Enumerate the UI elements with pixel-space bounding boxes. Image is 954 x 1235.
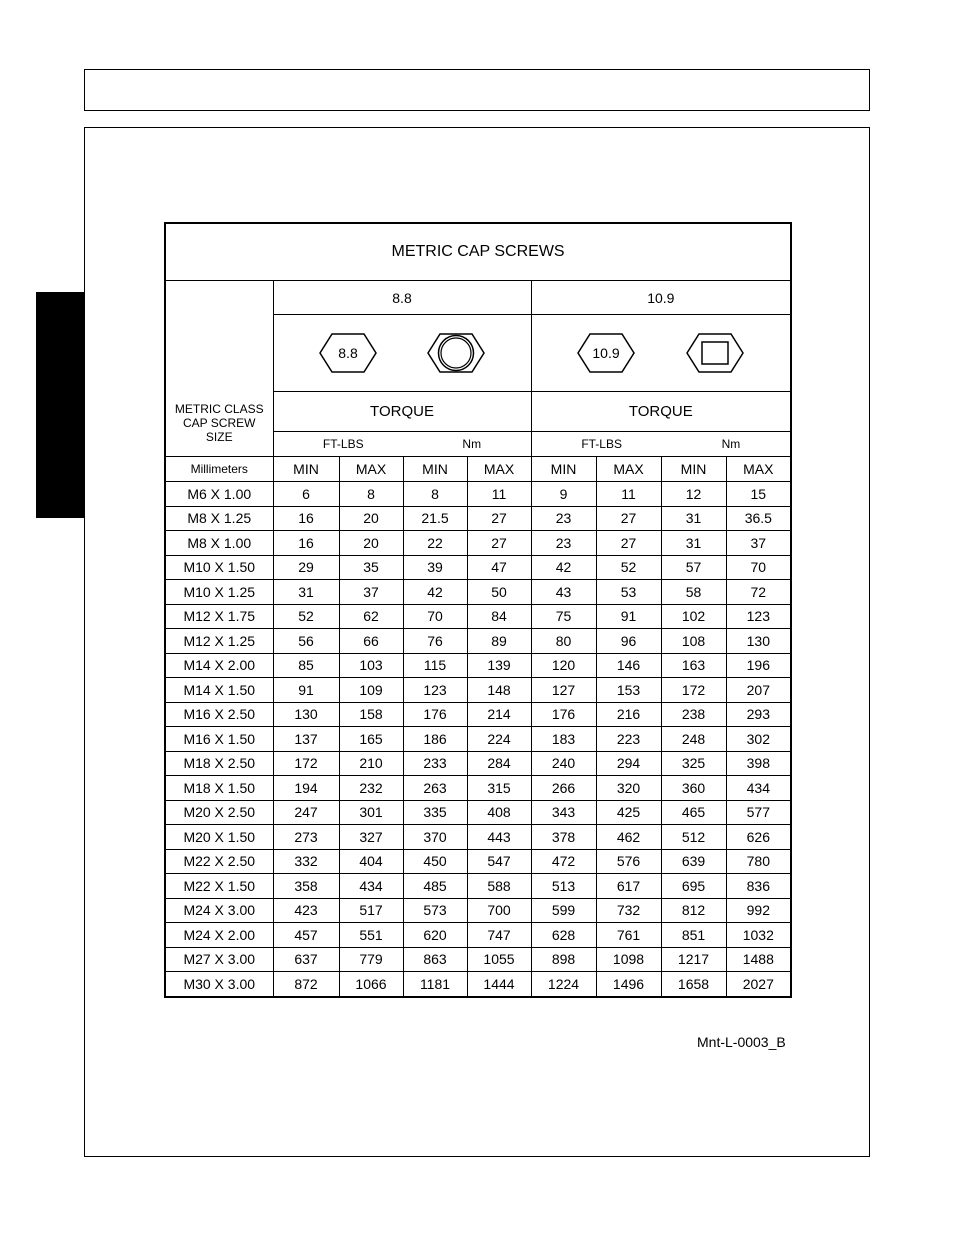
torque-value-cell: 85 <box>273 653 339 678</box>
torque-value-cell: 863 <box>403 947 467 972</box>
torque-value-cell: 637 <box>273 947 339 972</box>
torque-value-cell: 551 <box>339 923 403 948</box>
torque-value-cell: 443 <box>467 825 531 850</box>
torque-value-cell: 1181 <box>403 972 467 997</box>
torque-value-cell: 294 <box>596 751 661 776</box>
torque-value-cell: 153 <box>596 678 661 703</box>
torque-value-cell: 176 <box>531 702 596 727</box>
torque-value-cell: 23 <box>531 531 596 556</box>
units-8-8 <box>273 432 531 457</box>
table-row <box>165 800 791 825</box>
torque-value-cell: 20 <box>339 506 403 531</box>
unit-ft-lbs: FT-LBS <box>322 437 364 451</box>
torque-value-cell: 695 <box>661 874 726 899</box>
torque-value-cell: 16 <box>273 531 339 556</box>
screw-size-cell: M10 X 1.50 <box>165 555 273 580</box>
torque-value-cell: 57 <box>661 555 726 580</box>
torque-value-cell: 462 <box>596 825 661 850</box>
torque-value-cell: 872 <box>273 972 339 997</box>
torque-value-cell: 620 <box>403 923 467 948</box>
torque-value-cell: 11 <box>467 482 531 507</box>
torque-value-cell: 21.5 <box>403 506 467 531</box>
torque-value-cell: 11 <box>596 482 661 507</box>
torque-value-cell: 408 <box>467 800 531 825</box>
torque-value-cell: 457 <box>273 923 339 948</box>
screw-size-cell: M14 X 1.50 <box>165 678 273 703</box>
torque-value-cell: 450 <box>403 849 467 874</box>
screw-size-cell: M10 X 1.25 <box>165 580 273 605</box>
torque-value-cell: 513 <box>531 874 596 899</box>
screw-size-cell: M16 X 1.50 <box>165 727 273 752</box>
torque-value-cell: 9 <box>531 482 596 507</box>
torque-value-cell: 1224 <box>531 972 596 997</box>
torque-value-cell: 425 <box>596 800 661 825</box>
screw-size-cell: M6 X 1.00 <box>165 482 273 507</box>
torque-value-cell: 130 <box>726 629 791 654</box>
torque-value-cell: 56 <box>273 629 339 654</box>
torque-value-cell: 1488 <box>726 947 791 972</box>
torque-value-cell: 123 <box>726 604 791 629</box>
torque-value-cell: 127 <box>531 678 596 703</box>
torque-value-cell: 139 <box>467 653 531 678</box>
hex-nut-round-icon <box>426 331 486 375</box>
torque-value-cell: 747 <box>467 923 531 948</box>
torque-value-cell: 12 <box>661 482 726 507</box>
torque-value-cell: 186 <box>403 727 467 752</box>
torque-value-cell: 273 <box>273 825 339 850</box>
torque-value-cell: 123 <box>403 678 467 703</box>
torque-value-cell: 2027 <box>726 972 791 997</box>
torque-value-cell: 247 <box>273 800 339 825</box>
torque-value-cell: 263 <box>403 776 467 801</box>
table-row <box>165 947 791 972</box>
table-row <box>165 923 791 948</box>
unit-nm: Nm <box>462 437 482 451</box>
torque-value-cell: 700 <box>467 898 531 923</box>
torque-value-cell: 423 <box>273 898 339 923</box>
torque-value-cell: 31 <box>273 580 339 605</box>
units-10-9 <box>531 432 791 457</box>
grade-10-9-label: 10.9 <box>531 281 791 315</box>
torque-value-cell: 1217 <box>661 947 726 972</box>
torque-value-cell: 96 <box>596 629 661 654</box>
torque-value-cell: 148 <box>467 678 531 703</box>
table-row <box>165 776 791 801</box>
torque-label-8-8: TORQUE <box>273 392 531 432</box>
screw-size-cell: M8 X 1.00 <box>165 531 273 556</box>
torque-value-cell: 27 <box>467 506 531 531</box>
table-row <box>165 629 791 654</box>
torque-value-cell: 512 <box>661 825 726 850</box>
torque-value-cell: 573 <box>403 898 467 923</box>
table-body <box>165 482 791 997</box>
torque-value-cell: 761 <box>596 923 661 948</box>
torque-value-cell: 23 <box>531 506 596 531</box>
table-row <box>165 506 791 531</box>
screw-size-cell: M24 X 2.00 <box>165 923 273 948</box>
torque-value-cell: 1055 <box>467 947 531 972</box>
torque-value-cell: 517 <box>339 898 403 923</box>
torque-value-cell: 485 <box>403 874 467 899</box>
screw-size-cell: M30 X 3.00 <box>165 972 273 997</box>
torque-value-cell: 1098 <box>596 947 661 972</box>
torque-value-cell: 851 <box>661 923 726 948</box>
table-row <box>165 972 791 997</box>
torque-value-cell: 238 <box>661 702 726 727</box>
torque-value-cell: 223 <box>596 727 661 752</box>
torque-value-cell: 120 <box>531 653 596 678</box>
screw-size-cell: M18 X 1.50 <box>165 776 273 801</box>
torque-value-cell: 70 <box>726 555 791 580</box>
torque-value-cell: 50 <box>467 580 531 605</box>
torque-value-cell: 47 <box>467 555 531 580</box>
screw-size-cell: M22 X 2.50 <box>165 849 273 874</box>
torque-value-cell: 1658 <box>661 972 726 997</box>
torque-value-cell: 992 <box>726 898 791 923</box>
torque-value-cell: 29 <box>273 555 339 580</box>
torque-value-cell: 183 <box>531 727 596 752</box>
torque-value-cell: 89 <box>467 629 531 654</box>
column-header: MAX <box>596 457 661 482</box>
torque-value-cell: 836 <box>726 874 791 899</box>
page-header-box <box>84 69 870 111</box>
table-row <box>165 825 791 850</box>
torque-value-cell: 76 <box>403 629 467 654</box>
torque-value-cell: 115 <box>403 653 467 678</box>
screw-size-cell: M24 X 3.00 <box>165 898 273 923</box>
torque-value-cell: 42 <box>531 555 596 580</box>
column-header: MIN <box>661 457 726 482</box>
torque-value-cell: 465 <box>661 800 726 825</box>
torque-value-cell: 53 <box>596 580 661 605</box>
torque-value-cell: 15 <box>726 482 791 507</box>
table-row <box>165 580 791 605</box>
column-header: MAX <box>726 457 791 482</box>
torque-value-cell: 214 <box>467 702 531 727</box>
torque-value-cell: 434 <box>339 874 403 899</box>
grade-8-8-icons <box>273 315 531 392</box>
torque-value-cell: 1066 <box>339 972 403 997</box>
torque-value-cell: 20 <box>339 531 403 556</box>
torque-value-cell: 335 <box>403 800 467 825</box>
torque-value-cell: 35 <box>339 555 403 580</box>
torque-value-cell: 80 <box>531 629 596 654</box>
torque-value-cell: 293 <box>726 702 791 727</box>
torque-label-10-9: TORQUE <box>531 392 791 432</box>
torque-value-cell: 37 <box>726 531 791 556</box>
column-header: MIN <box>273 457 339 482</box>
torque-value-cell: 599 <box>531 898 596 923</box>
torque-value-cell: 196 <box>726 653 791 678</box>
table-row <box>165 482 791 507</box>
torque-value-cell: 732 <box>596 898 661 923</box>
torque-value-cell: 146 <box>596 653 661 678</box>
torque-value-cell: 343 <box>531 800 596 825</box>
torque-value-cell: 52 <box>596 555 661 580</box>
torque-value-cell: 130 <box>273 702 339 727</box>
torque-value-cell: 108 <box>661 629 726 654</box>
torque-value-cell: 224 <box>467 727 531 752</box>
table-row <box>165 702 791 727</box>
torque-value-cell: 43 <box>531 580 596 605</box>
hex-head-8-8-icon <box>318 331 378 375</box>
unit-ft-lbs: FT-LBS <box>581 437 622 451</box>
torque-value-cell: 315 <box>467 776 531 801</box>
grade-10-9-icons <box>531 315 791 392</box>
torque-value-cell: 172 <box>661 678 726 703</box>
torque-value-cell: 216 <box>596 702 661 727</box>
column-header: MAX <box>467 457 531 482</box>
grade-8-8-label: 8.8 <box>273 281 531 315</box>
torque-value-cell: 320 <box>596 776 661 801</box>
torque-value-cell: 812 <box>661 898 726 923</box>
screw-size-cell: M27 X 3.00 <box>165 947 273 972</box>
torque-value-cell: 302 <box>726 727 791 752</box>
document-code: Mnt-L-0003_B <box>697 1034 786 1050</box>
torque-value-cell: 577 <box>726 800 791 825</box>
section-tab <box>36 292 85 518</box>
torque-value-cell: 103 <box>339 653 403 678</box>
table-row <box>165 531 791 556</box>
torque-value-cell: 1444 <box>467 972 531 997</box>
torque-value-cell: 8 <box>403 482 467 507</box>
table-row <box>165 898 791 923</box>
torque-value-cell: 779 <box>339 947 403 972</box>
torque-value-cell: 66 <box>339 629 403 654</box>
metric-cap-screw-torque-table <box>164 222 792 998</box>
column-header-row <box>165 457 791 482</box>
torque-value-cell: 233 <box>403 751 467 776</box>
unit-nm: Nm <box>721 437 741 451</box>
torque-value-cell: 70 <box>403 604 467 629</box>
torque-value-cell: 176 <box>403 702 467 727</box>
table-row <box>165 604 791 629</box>
torque-value-cell: 248 <box>661 727 726 752</box>
table-title: METRIC CAP SCREWS <box>165 223 791 281</box>
torque-value-cell: 84 <box>467 604 531 629</box>
screw-size-cell: M18 X 2.50 <box>165 751 273 776</box>
table-row <box>165 751 791 776</box>
metric-class-label: METRIC CLASS CAP SCREW SIZE <box>165 281 273 457</box>
screw-size-cell: M12 X 1.25 <box>165 629 273 654</box>
torque-value-cell: 639 <box>661 849 726 874</box>
torque-value-cell: 91 <box>596 604 661 629</box>
torque-value-cell: 434 <box>726 776 791 801</box>
column-header: MAX <box>339 457 403 482</box>
torque-value-cell: 327 <box>339 825 403 850</box>
torque-value-cell: 27 <box>596 531 661 556</box>
torque-value-cell: 172 <box>273 751 339 776</box>
torque-value-cell: 301 <box>339 800 403 825</box>
table-row <box>165 555 791 580</box>
hex-head-10-9-icon <box>576 331 636 375</box>
torque-value-cell: 27 <box>596 506 661 531</box>
torque-value-cell: 370 <box>403 825 467 850</box>
head-mark-10-9: 10.9 <box>592 345 620 361</box>
torque-value-cell: 576 <box>596 849 661 874</box>
screw-size-cell: M20 X 1.50 <box>165 825 273 850</box>
torque-value-cell: 75 <box>531 604 596 629</box>
torque-value-cell: 898 <box>531 947 596 972</box>
torque-value-cell: 780 <box>726 849 791 874</box>
torque-value-cell: 6 <box>273 482 339 507</box>
screw-size-cell: M12 X 1.75 <box>165 604 273 629</box>
table-row <box>165 653 791 678</box>
table-row <box>165 678 791 703</box>
torque-value-cell: 398 <box>726 751 791 776</box>
torque-value-cell: 588 <box>467 874 531 899</box>
torque-value-cell: 91 <box>273 678 339 703</box>
screw-size-cell: M20 X 2.50 <box>165 800 273 825</box>
torque-value-cell: 240 <box>531 751 596 776</box>
torque-value-cell: 163 <box>661 653 726 678</box>
torque-value-cell: 360 <box>661 776 726 801</box>
torque-value-cell: 109 <box>339 678 403 703</box>
torque-value-cell: 102 <box>661 604 726 629</box>
torque-value-cell: 39 <box>403 555 467 580</box>
torque-value-cell: 628 <box>531 923 596 948</box>
head-mark-8-8: 8.8 <box>338 345 358 361</box>
table-row <box>165 849 791 874</box>
torque-value-cell: 36.5 <box>726 506 791 531</box>
torque-value-cell: 358 <box>273 874 339 899</box>
screw-size-cell: M14 X 2.00 <box>165 653 273 678</box>
torque-value-cell: 194 <box>273 776 339 801</box>
column-header: MIN <box>403 457 467 482</box>
torque-value-cell: 52 <box>273 604 339 629</box>
torque-value-cell: 72 <box>726 580 791 605</box>
torque-value-cell: 332 <box>273 849 339 874</box>
screw-size-cell: M16 X 2.50 <box>165 702 273 727</box>
torque-value-cell: 547 <box>467 849 531 874</box>
torque-value-cell: 58 <box>661 580 726 605</box>
torque-value-cell: 158 <box>339 702 403 727</box>
torque-value-cell: 207 <box>726 678 791 703</box>
torque-value-cell: 210 <box>339 751 403 776</box>
torque-value-cell: 165 <box>339 727 403 752</box>
column-header: MIN <box>531 457 596 482</box>
torque-value-cell: 266 <box>531 776 596 801</box>
torque-value-cell: 626 <box>726 825 791 850</box>
torque-value-cell: 16 <box>273 506 339 531</box>
torque-value-cell: 472 <box>531 849 596 874</box>
torque-value-cell: 137 <box>273 727 339 752</box>
torque-value-cell: 22 <box>403 531 467 556</box>
table-row <box>165 727 791 752</box>
torque-value-cell: 404 <box>339 849 403 874</box>
table-row <box>165 874 791 899</box>
torque-value-cell: 232 <box>339 776 403 801</box>
screw-size-cell: M8 X 1.25 <box>165 506 273 531</box>
torque-value-cell: 1496 <box>596 972 661 997</box>
torque-value-cell: 37 <box>339 580 403 605</box>
torque-value-cell: 8 <box>339 482 403 507</box>
torque-value-cell: 31 <box>661 506 726 531</box>
torque-value-cell: 284 <box>467 751 531 776</box>
torque-value-cell: 617 <box>596 874 661 899</box>
torque-value-cell: 325 <box>661 751 726 776</box>
torque-value-cell: 31 <box>661 531 726 556</box>
torque-value-cell: 378 <box>531 825 596 850</box>
torque-value-cell: 27 <box>467 531 531 556</box>
size-header: Millimeters <box>165 457 273 482</box>
hex-nut-square-icon <box>685 331 745 375</box>
torque-value-cell: 42 <box>403 580 467 605</box>
screw-size-cell: M22 X 1.50 <box>165 874 273 899</box>
torque-value-cell: 62 <box>339 604 403 629</box>
torque-value-cell: 1032 <box>726 923 791 948</box>
